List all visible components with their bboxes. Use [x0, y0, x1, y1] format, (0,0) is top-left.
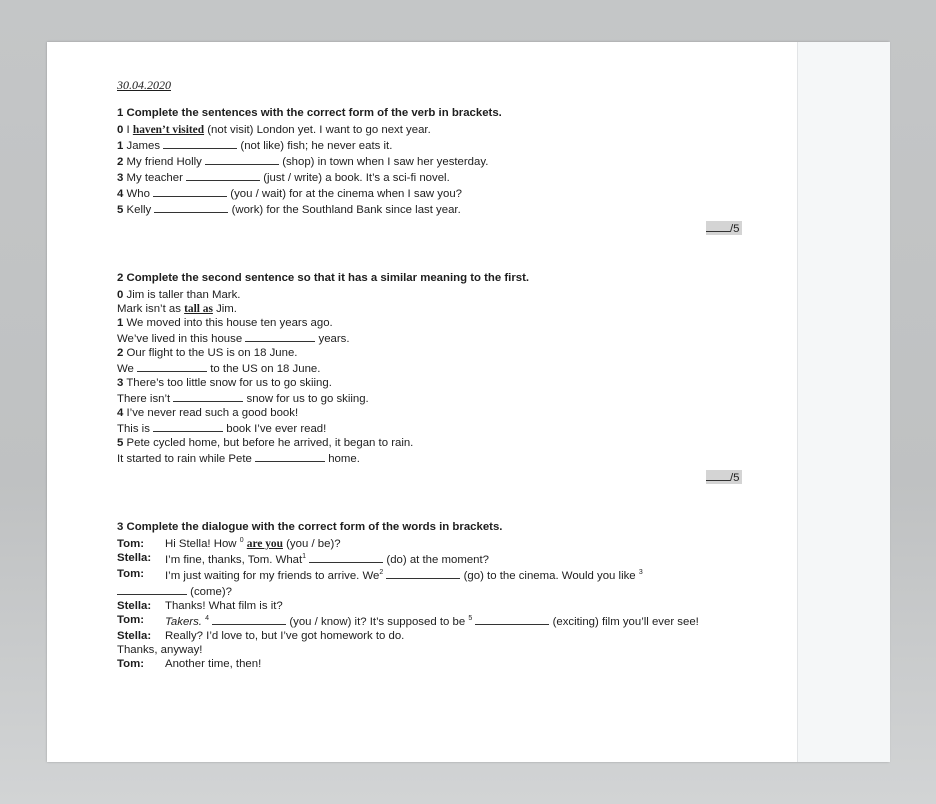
- answer-blank[interactable]: [154, 201, 228, 213]
- exercise-2-item-5-first: 5 Pete cycled home, but before he arrived, it began to rain.: [117, 437, 414, 449]
- exercise-2-item-2-second: We to the US on 18 June.: [117, 360, 757, 376]
- exercise-1-item-2: 2 My friend Holly (shop) in town when I saw her yesterday.: [117, 153, 757, 169]
- dialogue-line-2: Stella: I’m fine, thanks, Tom. What$^1$ (do) at the moment?: [117, 552, 489, 566]
- speaker: Tom:: [117, 538, 144, 550]
- dialogue-line-6-continued: Thanks, anyway!: [117, 644, 203, 656]
- exercise-2-item-4-first: 4 I’ve never read such a good book!: [117, 407, 299, 419]
- speaker: Stella:: [117, 600, 152, 612]
- answer-blank[interactable]: [386, 567, 460, 579]
- dialogue-line-3: Tom: I’m just waiting for my friends to arrive. We$^2$ (go) to the cinema. Would you like $^3$: [117, 568, 643, 582]
- exercise-1-item-1: 1 James (not like) fish; he never eats it.: [117, 137, 757, 153]
- answer-blank[interactable]: [137, 360, 207, 372]
- dialogue-line-1: Tom: Hi Stella! How $^0$ are you (you / be)?: [117, 537, 341, 550]
- exercise-2-item-1-second: We’ve lived in this house years.: [117, 330, 757, 346]
- exercise-2-item-5-second: It started to rain while Pete home.: [117, 450, 757, 466]
- exercise-2-item-3-first: 3 There’s too little snow for us to go skiing.: [117, 377, 332, 389]
- exercise-1-item-4: 4 Who (you / wait) for at the cinema when I saw you?: [117, 185, 757, 201]
- dialogue-line-7: Tom: Another time, then!: [117, 658, 262, 670]
- example-answer: tall as: [184, 303, 213, 315]
- exercise-1-item-5: 5 Kelly (work) for the Southland Bank since last year.: [117, 201, 757, 217]
- example-answer: haven’t visited: [132, 124, 205, 136]
- speaker: Tom:: [117, 568, 144, 580]
- answer-blank[interactable]: [245, 330, 315, 342]
- exercise-1-heading: 1 Complete the sentences with the correct form of the verb in brackets.: [117, 107, 502, 119]
- exercise-1-item-3: 3 My teacher (just / write) a book. It’s a sci-fi novel.: [117, 169, 757, 185]
- answer-blank[interactable]: [163, 137, 237, 149]
- date: 30.04.2020: [117, 78, 171, 92]
- exercise-1-item-0: 0 I haven’t visited (not visit) London yet. I want to go next year.: [117, 124, 431, 136]
- speaker: Stella:: [117, 552, 152, 564]
- score-box[interactable]: /5: [706, 470, 742, 484]
- speaker: Tom:: [117, 614, 144, 626]
- exercise-2-item-3-second: There isn’t snow for us to go skiing.: [117, 390, 757, 406]
- page-margin-strip: [797, 42, 890, 762]
- answer-blank[interactable]: [153, 420, 223, 432]
- answer-blank[interactable]: [117, 583, 187, 595]
- speaker: Stella:: [117, 630, 152, 642]
- exercise-2-item-4-second: This is book I’ve ever read!: [117, 420, 757, 436]
- answer-blank[interactable]: [212, 613, 286, 625]
- exercise-3-heading: 3 Complete the dialogue with the correct form of the words in brackets.: [117, 521, 503, 533]
- dialogue-line-5: Tom: Takers. $^4$ (you / know) it? It’s supposed to be $^5$ (exciting) film you’ll ever see!: [117, 614, 699, 628]
- answer-blank[interactable]: [186, 169, 260, 181]
- dialogue-line-4: Stella: Thanks! What film is it?: [117, 600, 283, 612]
- exercise-2-item-2-first: 2 Our flight to the US is on 18 June.: [117, 347, 298, 359]
- exercise-1-score: [117, 221, 757, 235]
- speaker: Tom:: [117, 658, 144, 670]
- exercise-2-example-second: Mark isn’t as tall as Jim.: [117, 303, 237, 315]
- exercise-2-heading: 2 Complete the second sentence so that it has a similar meaning to the first.: [117, 272, 530, 284]
- dialogue-line-3-continued: (come)?: [117, 583, 757, 599]
- score-box[interactable]: /5: [706, 221, 742, 235]
- worksheet-content: [117, 78, 757, 671]
- answer-blank[interactable]: [153, 185, 227, 197]
- answer-blank[interactable]: [173, 390, 243, 402]
- exercise-2-example-first: 0 Jim is taller than Mark.: [117, 289, 241, 301]
- answer-blank[interactable]: [309, 551, 383, 563]
- example-answer: are you: [246, 538, 283, 550]
- answer-blank[interactable]: [255, 450, 325, 462]
- exercise-2-score: [117, 470, 757, 484]
- dialogue-line-6: Stella: Really? I’d love to, but I’ve got homework to do.: [117, 630, 405, 642]
- answer-blank[interactable]: [475, 613, 549, 625]
- exercise-2-item-1-first: 1 We moved into this house ten years ago.: [117, 317, 333, 329]
- answer-blank[interactable]: [205, 153, 279, 165]
